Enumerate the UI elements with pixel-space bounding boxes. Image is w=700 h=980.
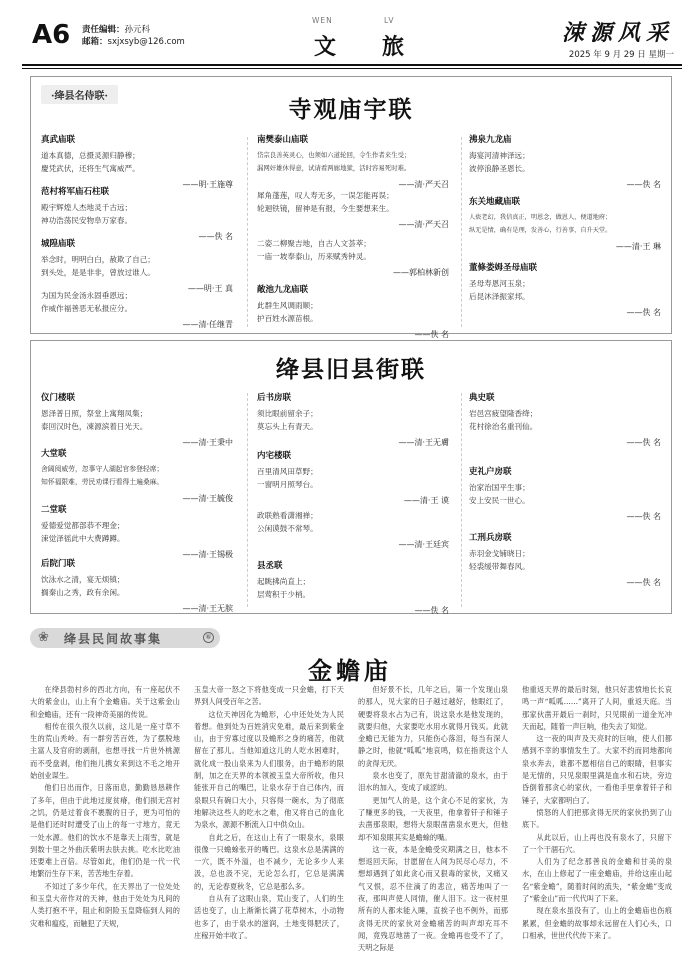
couplet-author: ——明·王施尊 (182, 180, 233, 189)
story-paragraph: 这一夜，本是金蟾受灾期满之日，他本不想返回天际，甘愿留在人间为民尽心尽力，不想却遇到了如此贪心而又狠毒的家伙，又痛又气又恨，忍不住滴了的悲泣，痛苦地叫了一夜，那叫声使人同情，催人泪下。这一夜村里所有的人都未能入睡，直挨子也不例外，而那贪得无厌的家伙对金蟾痛苦的叫声却充耳不闻，竟残忍地凿了一夜。金蟾再也受不了了，天明之际是 (358, 844, 508, 953)
couplet-heading: 仪门楼联 (41, 393, 76, 403)
section-en-right: LV (384, 16, 395, 25)
couplet-line: 二姿二柳聚吉地，自古人文荟萃； (257, 239, 371, 248)
couplet-line: 殿宇辉煌人杰地灵千古远； (41, 203, 133, 212)
couplet-item (257, 449, 453, 506)
couplet-item (41, 391, 237, 448)
couplet-item (469, 465, 665, 522)
temple-column-2 (257, 133, 453, 339)
couplet-heading: 吏礼户房联 (469, 467, 512, 477)
story-paragraph: 愤怒的人们把那贪得无厌的家伙扔到了山底下。 (522, 807, 672, 830)
couplet-author: ——清·任继青 (182, 320, 233, 329)
couplet-line: 爱德爱觉都部恭不理金； (41, 521, 125, 530)
couplet-line: 百里清风田草野； (257, 467, 318, 476)
story-paragraph: 人们为了纪念那善良的金蟾和甘美的泉水，在山上修起了一座金蟾庙，并给这座山起名“紫金蟾”，随着时间的流失，“紫金蟾”变成了“紫金山”而一代代叫了下来。 (522, 857, 672, 904)
story-paragraph: 自此之后，在这山上有了一眼泉水，泉眼很像一只蟾蜍张开的嘴巴。这泉水总是满满的一穴，既不外溢，也不减少，无论多少人来汲，总也汲不完，无论怎么打，它总是满满的，无论春夏秋冬，它总是那么多。 (194, 832, 344, 891)
couplet-line: 赤羽金戈铺晓日； (469, 549, 530, 558)
couplet-heading: 内宅楼联 (257, 451, 292, 461)
temple-column-1 (41, 133, 237, 333)
cloud-ornament-icon: ❀ (38, 630, 49, 645)
couplet-heading: 二堂联 (41, 505, 67, 515)
couplet-item (41, 133, 237, 190)
couplet-item (41, 185, 237, 242)
couplet-author: ——佚 名 (198, 232, 233, 241)
couplet-heading: 沸泉九龙庙 (469, 135, 512, 145)
couplet-item (257, 237, 453, 278)
couplet-item (41, 237, 237, 294)
couplet-item (469, 391, 665, 448)
couplet-item (41, 557, 237, 614)
couplet-item (41, 503, 237, 560)
section-cn-left: 文 (314, 34, 337, 60)
story-paragraph: 这位天神因化为蟾形，心中还处处为人民着想。他到处为百姓消灾免难，最后来到紫金山，由于穷寡过度以及蟾形之身的痛苦，他就留在了那儿。当他知道这儿的人吃水困难时，就化成一股山泉来为人们服务，由于蟾形的限制，加之在天界的本领被玉皇大帝所收，他只能张开自己的嘴巴，让泉水存于自己体内，而泉眼只有碗口大小，只容得一碗水，为了彻底地解决这些人的吃水之难，他又将自己的血化为泉水，源源不断流入口中供众山。 (194, 709, 344, 830)
street-couplets-box (30, 340, 672, 614)
couplet-author: ——佚 名 (626, 180, 661, 189)
story-paragraph: 自从有了这眼山泉，荒山变了，人们的生活也变了，山上渐渐长满了花草树木，小动物也多了，由于泉水的滋润，土地变得肥沃了，庄稼开始丰收了。 (194, 894, 344, 940)
couplet-heading: 敞池九龙庙联 (257, 285, 309, 295)
email-label: 邮箱： (82, 37, 108, 47)
couplet-line: 到头处，是是非非，曾放过谁人。 (41, 268, 155, 277)
couplet-heading: 后院门联 (41, 559, 76, 569)
couplet-line: 公闲谟鼓不常琴。 (257, 524, 318, 533)
couplet-item (257, 133, 453, 190)
couplet-heading: 工刑兵房联 (469, 533, 512, 543)
street-column-2 (257, 391, 453, 615)
couplet-item (257, 189, 453, 230)
couplet-author: ——佚 名 (414, 606, 449, 615)
email-address[interactable]: sxjxsyb@126.com (107, 37, 185, 47)
couplet-line: 花村徐治名重刊仙。 (469, 422, 538, 431)
story-column-1 (30, 684, 180, 930)
street-title: 绛县旧县街联 (276, 356, 426, 383)
story-paragraph: 但好景不长，几年之后，第一个发现山泉的那人，见大家的日子越过越好，他眼红了，硬要将泉水占为己有，说这泉水是他发现的，就要归他，大家要吃水用水就得月钱买。此就金蟾已无能为力，只能伤心落泪，每当有深人静之时，他就“呱呱”地哀鸣，似在指责这个人的贪得无厌。 (358, 685, 508, 768)
couplet-line: 纵无是情，确有是理，发善心，行善事，自升天堂。 (469, 227, 612, 234)
story-title: 金蟾庙 (308, 656, 392, 685)
header-rule (22, 64, 682, 66)
couplet-author: ——佚 名 (626, 512, 661, 521)
story-column-2 (194, 684, 344, 942)
couplet-author: ——清·严天召 (398, 180, 449, 189)
couplet-line: 泰回汉时色，凍源滨着日光天。 (41, 422, 148, 431)
couplet-line: 轻裘缓带舞春风。 (469, 562, 530, 571)
couplet-line: 知怀福限难，劳民劝课行看得土遍桑麻。 (41, 478, 164, 486)
column-divider (247, 393, 248, 607)
street-column-3 (469, 391, 665, 611)
couplet-heading: 典史联 (469, 393, 495, 403)
couplet-heading: 后书房联 (257, 393, 292, 403)
couplet-author: ——佚 名 (414, 330, 449, 339)
story-paragraph: 现在泉水虽没有了，山上的金蟾庙也伤痕累累，但金蟾的故事却永远留在人们心头，口口相承，世世代代传下来了。 (522, 906, 672, 940)
couplet-author: ——佚 名 (626, 578, 661, 587)
story-badge: ⑥ (203, 632, 214, 643)
couplet-line: 莫忘头上有青天。 (257, 422, 318, 431)
couplet-heading: 东关地藏庙联 (469, 197, 521, 207)
couplet-line: 舍阔阅威劳，忽事守人湖起官参登轻席； (41, 465, 164, 473)
story-paragraph: 玉皇大帝一怒之下将他变成一只金蟾，打下天界到人间受百年之苦。 (194, 685, 344, 707)
editor-name: 孙元科 (124, 25, 151, 35)
couplet-line: 神功浩荡民安物阜万家春。 (41, 216, 133, 225)
couplet-item (257, 509, 453, 550)
couplet-line: 波停浪静圣恩长。 (469, 164, 530, 173)
couplet-item (41, 289, 237, 330)
section-cn-right: 旅 (382, 34, 405, 60)
couplet-line: 层莺积于少梢。 (257, 590, 311, 599)
couplet-line: 后昆沐泽振家邦。 (469, 292, 530, 301)
couplet-item (257, 559, 453, 616)
couplet-item (257, 283, 453, 340)
column-divider (247, 137, 248, 327)
story-paragraph: 在绛县勃村乡的西北方向，有一座起伏不大的紫金山，山上有个金蟾庙。关于这紫金山和金蟾庙，还有一段神奇美丽的传说。 (30, 685, 180, 719)
couplet-line: 为国为民金汤永固垂恩远； (41, 291, 133, 300)
column-tag: ·绛县名侍联· (41, 85, 118, 104)
temple-column-3 (469, 133, 665, 333)
column-divider (461, 137, 462, 327)
couplet-line: 漏网奸雄休得意，试请看两廊地狱，活时容易死时难。 (257, 164, 411, 172)
story-paragraph: 他们日出而作，日落而息，勤勤恳恳耕作了多年，但由于此地过度贫瘠，他们损无宫衬之饥，仍是过着食不裹腹的日子，更为可怕的是他们还时时遭受了山上的每一寸地方，竟无一处水源。他们的饮水不是靠天上雨雪，就是到数十里之外曲沃紫明去肤去挑。吃水比吃油还要难上百倍。尽管如此，他们仍是一代一代地繁衍生存下来，苦苦地生存着。 (30, 783, 180, 879)
couplet-author: ——清·王毓俊 (182, 494, 233, 503)
couplet-author: ——清·王无膚 (398, 438, 449, 447)
couplet-line: 岩邑宫疲望隆香绛； (469, 409, 538, 418)
couplet-line: 轮迴铁镜，留神是有报，今生要想来生。 (257, 204, 394, 213)
couplet-line: 海宴河清神泽远； (469, 151, 530, 160)
publish-date: 2025 年 9 月 29 日 星期一 (568, 50, 674, 60)
couplet-heading: 县丞联 (257, 561, 283, 571)
header-rule-thin (22, 68, 682, 69)
couplet-item (257, 391, 453, 448)
couplet-line: 须比眼前留余子； (257, 409, 318, 418)
story-paragraph: 更加气人的是，这个贪心不足的家伙，为了赚更多的钱，一天夜里，他拿着钎子和锤子去凿那泉眼，想将大泉眼凿凿泉水更大，但他却不知泉眼其实是蟾蜍的嘴。 (358, 795, 508, 842)
editor-info (82, 24, 185, 48)
couplet-heading: 董條娄姆圣母庙联 (469, 263, 538, 273)
story-paragraph: 不知过了多少年代，在天界出了一位处处和玉皇大帝作对的天神，他由于处处为凡间的人类打抱不平，阻止和阴险玉皇降临到人间的灾难和瘟疫，而触犯了天规， (30, 881, 180, 928)
story-banner (30, 628, 220, 648)
story-paragraph: 相传在很久很久以前，这儿是一座寸草不生的荒山秃岭。有一群穷苦百姓，为了摆脱地主富人及官府的剥削，也想寻找一片世外桃源而不受盘剥，他们拖儿携女来到这不毛之地开始创业谋生。 (30, 721, 180, 781)
page-number: A6 (32, 20, 71, 50)
column-divider (461, 393, 462, 607)
couplet-line: 犀角蓬莲，叹人寿无多，一误怎能再误； (257, 191, 394, 200)
couplet-author: ——清·严天召 (398, 220, 449, 229)
couplet-author: ——清·王 谟 (403, 496, 449, 505)
couplet-item (469, 133, 665, 190)
temple-title: 寺观庙宇联 (288, 96, 414, 123)
story-banner-label: 绛县民间故事集 (64, 632, 163, 646)
couplet-heading: 南樊泰山庙联 (257, 135, 309, 145)
story-paragraph: 这一夜的叫声及天亮时的巨响，使人们都感到不幸的事情发生了。大家不约而同地都向泉水奔去，谁都不愿相信自己的眼睛，但事实是无情的，只见泉眼里满是血水和石块，旁边昏倒着那贪心的家伙，一看他手里拿着钎子和锤子，大家都明白了。 (522, 734, 672, 805)
couplet-item (469, 531, 665, 588)
couplet-line: 搁秦山之秀，政有余闲。 (41, 588, 125, 597)
story-column-3 (358, 684, 508, 955)
editor-label: 责任编辑： (82, 25, 125, 35)
couplet-heading: 大堂联 (41, 449, 67, 459)
couplet-heading: 真武庙联 (41, 135, 76, 145)
couplet-line: 涑觉泽徭此中大费蹲蹲。 (41, 534, 125, 543)
couplet-author: ——清·王 琳 (615, 242, 661, 251)
couplet-author: ——郭柏林新创 (393, 268, 449, 277)
street-column-1 (41, 391, 237, 611)
story-paragraph: 他重返天界的最后时刻，他只好悲愤地长长哀鸣一声“呱呱……”离开了人间，重返天庭。当那家伙凿开最后一刹时，只见眼前一道金光冲天而起，随着一声巨响，他失去了知觉。 (522, 685, 672, 731)
couplet-author: ——清·王秉中 (182, 438, 233, 447)
masthead: 涑源风采 (561, 20, 674, 46)
couplet-author: ——佚 名 (626, 308, 661, 317)
couplet-line: 慶凭武伏，还将生气寓威严。 (41, 164, 140, 173)
couplet-author: ——清·王廷宾 (398, 540, 449, 549)
couplet-line: 起眺拂尚直上； (257, 577, 311, 586)
couplet-author: ——清·王无膑 (182, 604, 233, 613)
couplet-line: 安上安民一世心。 (469, 496, 530, 505)
couplet-line: 政联熟看潇湘禅； (257, 511, 318, 520)
story-column-4 (522, 684, 672, 942)
section-en-left: WEN (312, 16, 333, 25)
couplet-item (469, 261, 665, 318)
couplet-author: ——明·王 真 (187, 284, 233, 293)
couplet-item (469, 195, 665, 252)
couplet-heading: 城隍庙联 (41, 239, 76, 249)
temple-couplets-box (30, 76, 672, 339)
couplet-line: 治家治国平生事； (469, 483, 530, 492)
couplet-line: 道本真德，总摄灵源归静穆； (41, 151, 140, 160)
couplet-line: 一窗明月照琴台。 (257, 480, 318, 489)
couplet-line: 举念时，明明白白，赦欺了自己； (41, 255, 155, 264)
couplet-line: 一庙一坡奉泰山，历来赋秀钟灵。 (257, 252, 371, 261)
couplet-line: 此群生风调雨顺； (257, 301, 318, 310)
couplet-line: 饮泳水之清，宴无烦镇； (41, 575, 125, 584)
couplet-line: 恩泽普日照，祭堂上寓翔凤集； (41, 409, 148, 418)
couplet-line: 岱宗良善英灵心，也须如六道轮回，令生作者来生受； (257, 151, 411, 159)
couplet-author: ——佚 名 (626, 438, 661, 447)
couplet-line: 圣母寿恩河玉泉； (469, 279, 530, 288)
couplet-line: 作威作福善恶无私报应分。 (41, 304, 133, 313)
couplet-author: ——清·王锡极 (182, 550, 233, 559)
couplet-line: 人亵老幻，我信真正，明恩念，做恩人，便道地府； (469, 214, 612, 221)
story-body (30, 684, 674, 956)
story-paragraph: 泉水也变了，原先甘甜清澈的泉水，由于泪水的加入，变成了咸涩的。 (358, 771, 508, 793)
couplet-heading: 范村将军庙石柱联 (41, 187, 110, 197)
couplet-item (41, 447, 237, 504)
couplet-line: 护百姓水源苗根。 (257, 314, 318, 323)
story-paragraph: 从此以后，山上再也没有泉水了，只留下了一个干涸石穴。 (522, 832, 672, 854)
page-header (22, 14, 682, 62)
